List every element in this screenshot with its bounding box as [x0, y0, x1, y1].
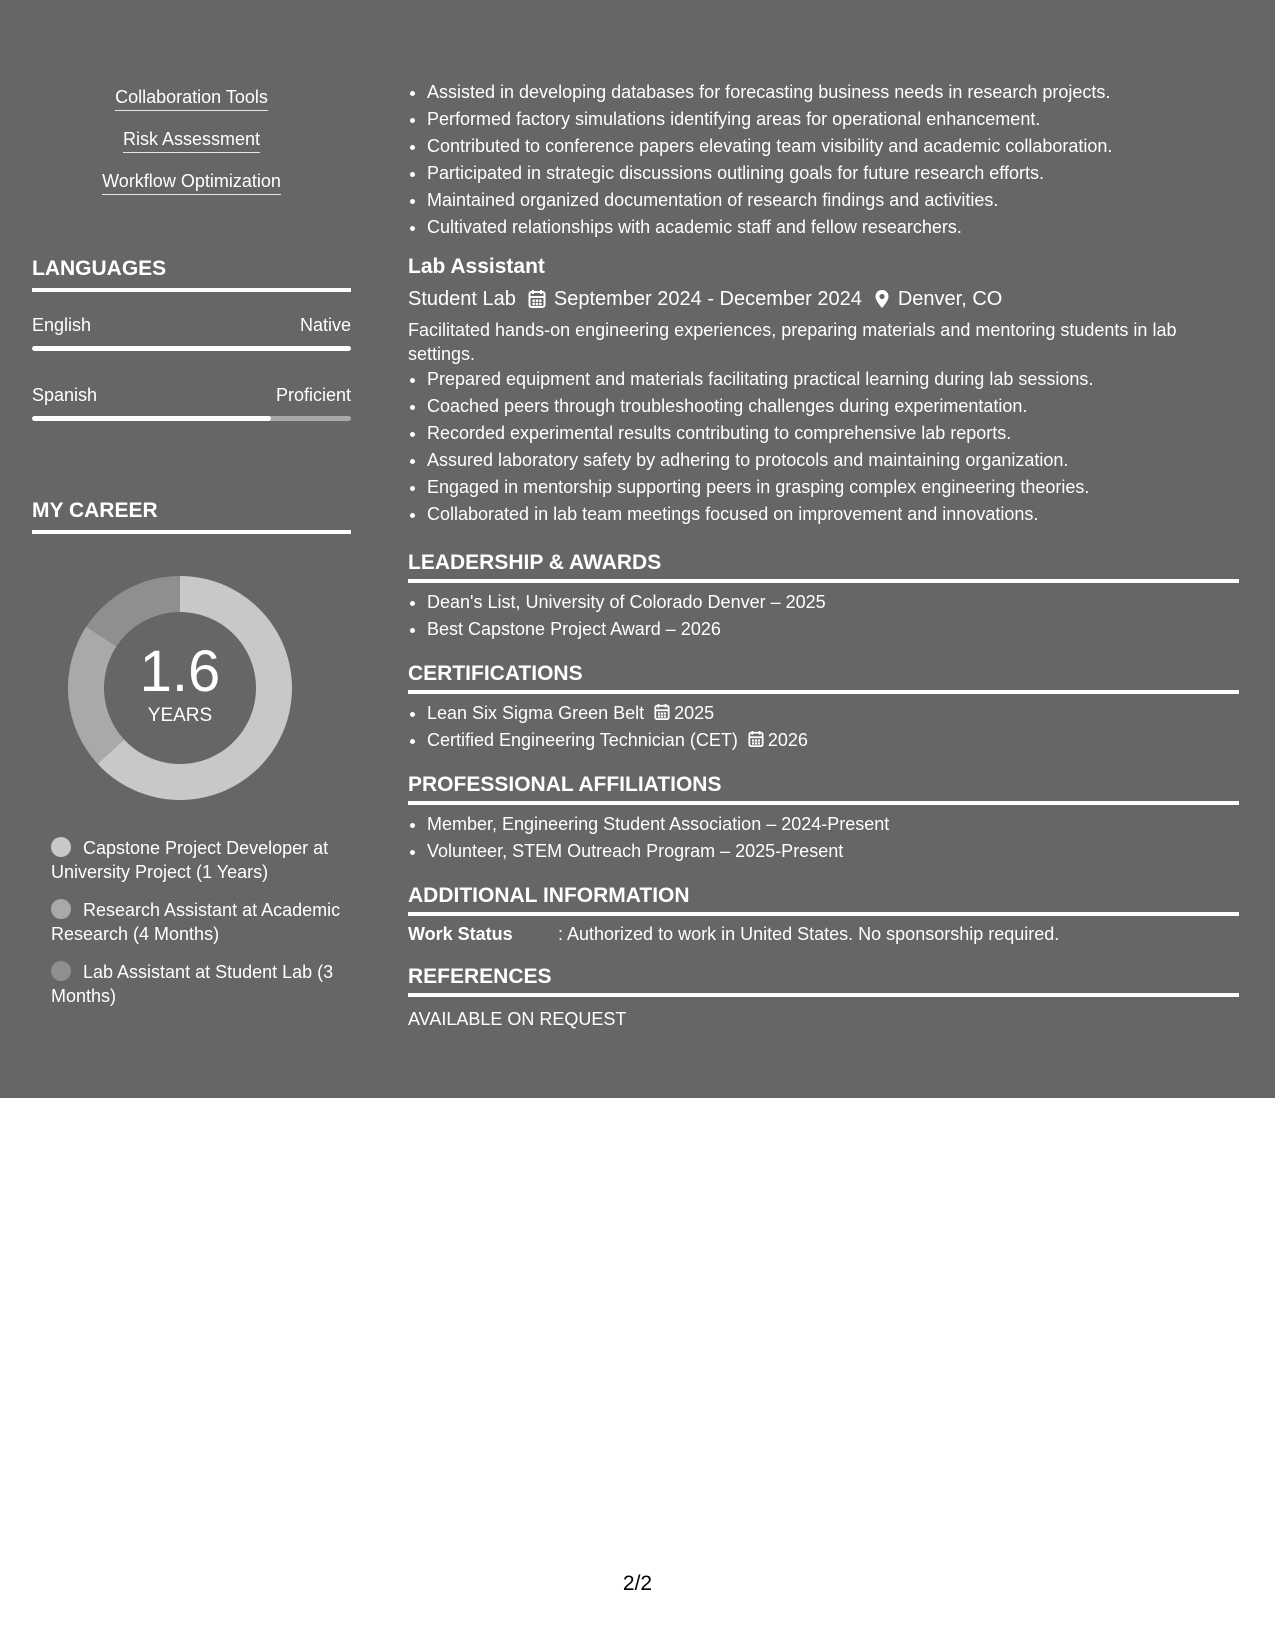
certification-item: [427, 727, 1258, 754]
certification-name: Lean Six Sigma Green Belt: [427, 703, 645, 723]
calendar-icon: [748, 730, 764, 748]
career-heading: MY CAREER: [32, 498, 351, 534]
work-status-value: : Authorized to work in United States. No sponsorship required.: [558, 924, 1060, 944]
language-spanish: [32, 384, 351, 421]
job-lab-assistant: [408, 254, 1239, 528]
job-bullets: [408, 366, 1239, 528]
legend-dot-icon: [51, 961, 71, 981]
bullet-item: • Collaborated in lab team meetings focused on improvement and innovations.: [427, 501, 1239, 528]
legend-dot-icon: [51, 837, 71, 857]
references-value: AVAILABLE ON REQUEST: [408, 1009, 627, 1029]
calendar-icon: [528, 289, 546, 309]
language-level: Native: [299, 315, 351, 335]
bullet-item: • Participated in strategic discussions outlining goals for future research efforts.: [427, 160, 1258, 187]
certifications-heading: CERTIFICATIONS: [408, 661, 1239, 694]
career-legend-label: Capstone Project Developer at University Project (1 Years): [51, 838, 329, 882]
additional-info-heading: ADDITIONAL INFORMATION: [408, 883, 1239, 916]
bullet-item: • Assured laboratory safety by adhering to protocols and maintaining organization.: [427, 447, 1239, 474]
career-legend-label: Lab Assistant at Student Lab (3 Months): [51, 962, 334, 1006]
job-dates: September 2024 - December 2024: [553, 288, 862, 310]
certification-item: [427, 700, 1258, 727]
language-english: [32, 314, 351, 351]
location-pin-icon: [874, 289, 890, 309]
page-number: 2/2: [622, 1572, 653, 1595]
job-meta: [408, 286, 1239, 312]
career-legend-item: [51, 898, 351, 946]
career-legend: [51, 836, 351, 1022]
affiliation-item: • Member, Engineering Student Association – 2024-Present: [427, 811, 1258, 838]
bullet-item: • Assisted in developing databases for forecasting business needs in research projects.: [427, 79, 1258, 106]
award-item: • Best Capstone Project Award – 2026: [427, 616, 1258, 643]
affiliations-list: [408, 811, 1258, 865]
certification-name: Certified Engineering Technician (CET): [427, 730, 738, 750]
bullet-item: • Recorded experimental results contributing to comprehensive lab reports.: [427, 420, 1239, 447]
skills-list: [32, 86, 351, 212]
bullet-item: • Performed factory simulations identifying areas for operational enhancement.: [427, 106, 1258, 133]
skill-item: Risk Assessment: [123, 128, 260, 153]
leadership-heading: LEADERSHIP & AWARDS: [408, 550, 1239, 583]
certifications-list: [408, 700, 1258, 754]
work-status-row: [408, 922, 1239, 946]
bullet-item: • Coached peers through troubleshooting challenges during experimentation.: [427, 393, 1239, 420]
language-name: Spanish: [32, 385, 98, 405]
certification-year: 2025: [674, 703, 715, 723]
work-status-label: Work Status: [408, 924, 513, 944]
career-legend-label: Research Assistant at Academic Research (4 Months): [51, 900, 341, 944]
career-legend-item: [51, 960, 351, 1008]
career-legend-item: [51, 836, 351, 884]
career-total-unit: YEARS: [147, 705, 213, 726]
language-level: Proficient: [275, 385, 351, 405]
language-bar-fill: [32, 346, 351, 351]
language-name: English: [32, 315, 92, 335]
languages-heading: LANGUAGES: [32, 256, 351, 292]
bullet-item: • Engaged in mentorship supporting peers in grasping complex engineering theories.: [427, 474, 1239, 501]
bullet-item: • Contributed to conference papers elevating team visibility and academic collaboration.: [427, 133, 1258, 160]
leadership-list: [408, 589, 1258, 643]
job-company: Student Lab: [408, 288, 516, 310]
career-total-value: 1.6: [139, 639, 221, 704]
previous-role-bullets: [408, 79, 1258, 241]
career-donut: [65, 573, 295, 803]
skill-item: Collaboration Tools: [115, 86, 268, 111]
language-bar: [32, 416, 351, 421]
language-bar-fill: [32, 416, 271, 421]
legend-dot-icon: [51, 899, 71, 919]
calendar-icon: [654, 703, 670, 721]
references-heading: REFERENCES: [408, 964, 1239, 997]
bullet-item: • Cultivated relationships with academic staff and fellow researchers.: [427, 214, 1258, 241]
award-item: • Dean's List, University of Colorado Denver – 2025: [427, 589, 1258, 616]
skill-item: Workflow Optimization: [102, 170, 281, 195]
language-bar: [32, 346, 351, 351]
job-summary: Facilitated hands-on engineering experiences, preparing materials and mentoring students in lab settings.: [408, 320, 1177, 364]
affiliations-heading: PROFESSIONAL AFFILIATIONS: [408, 772, 1239, 805]
certification-year: 2026: [767, 730, 808, 750]
bullet-item: • Prepared equipment and materials facilitating practical learning during lab sessions.: [427, 366, 1239, 393]
bullet-item: • Maintained organized documentation of research findings and activities.: [427, 187, 1258, 214]
job-location: Denver, CO: [897, 288, 1003, 310]
job-title: Lab Assistant: [408, 255, 545, 278]
affiliation-item: • Volunteer, STEM Outreach Program – 2025-Present: [427, 838, 1258, 865]
